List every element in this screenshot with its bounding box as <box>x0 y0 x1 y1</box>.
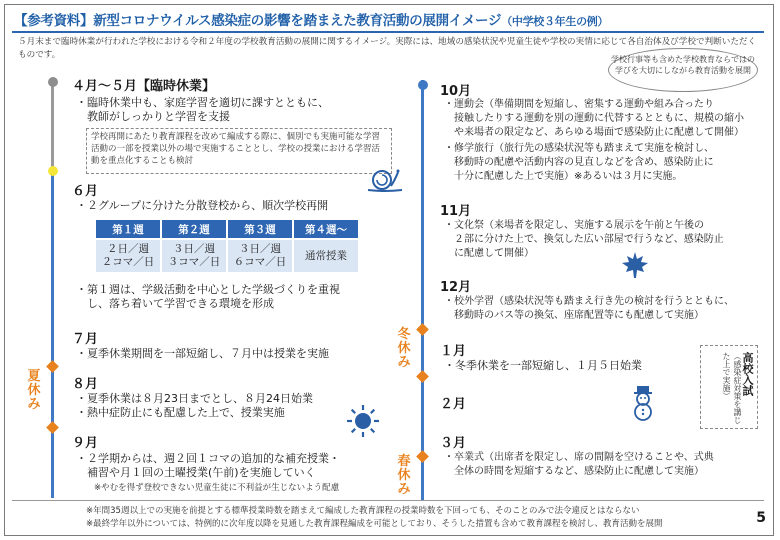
callout-oval <box>608 48 758 92</box>
maple-leaf-icon <box>620 250 650 284</box>
week4-normal: 通常授業 <box>305 249 347 262</box>
jun-line2: ・第１週は、学級活動を中心とした学級づくりを重視 <box>76 283 340 296</box>
dec-line1: ・校外学習（感染状況等も踏まえ行き先の検討を行うとともに、 <box>444 296 734 307</box>
timeline-left-gray <box>51 78 54 170</box>
sep-note: ※やむを得ず登校できない児童生徒に不利益が生じないよう配慮 <box>94 483 340 493</box>
spring-vacation-label: 春休み <box>397 454 411 497</box>
apr-may-line1: ・臨時休業中も、家庭学習を適切に課すとともに、 <box>76 96 329 109</box>
oct-line5: 移動時の配慮や活動内容の見直しなどを含め、感染防止に <box>444 157 714 168</box>
week4-header: 第４週～ <box>294 220 358 238</box>
sun-icon <box>346 404 380 442</box>
week2-days: ３日／週 <box>173 243 215 255</box>
footer-rule <box>12 500 764 501</box>
mar-line2: 全体の時間を短縮するなど、感染防止に配慮して実施） <box>444 466 704 477</box>
nov-line1: ・文化祭（来場者を限定し、実施する展示を午前と午後の <box>444 220 704 231</box>
month-mar-title: ３月 <box>440 436 467 451</box>
mar-line1: ・卒業式（出席者を限定し、席の間隔を空けることや、式典 <box>444 452 714 463</box>
aug-line1: ・夏季休業は８月23日までとし、８月24日始業 <box>76 392 313 405</box>
jul-line1: ・夏季休業期間を一部短縮し、７月中は授業を実施 <box>76 347 329 360</box>
exam-title: 高校入試 <box>741 352 754 396</box>
week3-cell <box>228 240 292 272</box>
timeline-left-blue <box>51 170 54 498</box>
apr-may-note-box <box>86 128 392 174</box>
month-dec-title: 12月 <box>440 280 472 295</box>
callout-text: 学校行事等も含めた学校教育ならではの学びを大切にしながら教育活動を展開 <box>611 55 755 75</box>
reopen-schedule-table <box>94 218 360 274</box>
timeline-dot-apr <box>48 77 58 87</box>
title-main: 【参考資料】新型コロナウイルス感染症の影響を踏まえた教育活動の展開イメージ <box>14 13 502 29</box>
snowman-icon <box>630 385 656 425</box>
week3-days: ３日／週 <box>239 243 281 255</box>
nov-line3: に配慮して開催） <box>444 248 534 259</box>
week2-periods: ３コマ／日 <box>167 256 221 268</box>
month-feb-title: ２月 <box>440 397 467 412</box>
summer-vacation-label: 夏休み <box>27 369 41 412</box>
month-aug-title: ８月 <box>72 377 99 392</box>
week1-periods: ２コマ／日 <box>101 256 155 268</box>
month-sep-title: ９月 <box>72 436 99 451</box>
month-oct-title: 10月 <box>440 84 472 99</box>
winter-vacation-label: 冬休み <box>397 327 411 370</box>
aug-line2: ・熱中症防止にも配慮した上で、授業実施 <box>76 406 285 419</box>
week1-header: 第１週 <box>96 220 160 238</box>
apr-may-line2: 教師がしっかりと学習を支援 <box>76 110 230 123</box>
oct-line1: ・運動会（準備期間を短縮し、密集する運動や組み合ったり <box>444 99 714 110</box>
dec-line2: 移動時のバス等の換気、座席配置等にも配慮して実施） <box>444 310 704 321</box>
week2-cell <box>162 240 226 272</box>
title-rule <box>12 31 764 33</box>
timeline-dot-reopen <box>48 166 58 176</box>
intro-text: ５月末まで臨時休業が行われた学校における令和２年度の学校教育活動の展開に関するイメージ。実際には、地域の感染状況や児童生徒や学校の実情に応じて各自治体及び学校で判断いただくものです。 <box>18 37 757 60</box>
page-number: 5 <box>756 510 766 526</box>
jun-line1: ・２グループに分けた分散登校から、順次学校再開 <box>76 199 329 212</box>
timeline-dot-oct <box>418 80 428 90</box>
week3-header: 第３週 <box>228 220 292 238</box>
timeline-right-blue <box>421 80 424 500</box>
apr-may-note-text: 学校再開にあたり教育課程を改めて編成する際に、個別でも実施可能な学習活動の一部を授業以外の場で実施することとし、学校の授業における学習活動を重点化することも検討 <box>91 132 381 166</box>
week1-cell <box>96 240 160 272</box>
month-jul-title: ７月 <box>72 332 99 347</box>
nov-line2: ２部に分けた上で、換気した広い部屋で行うなど、感染防止 <box>444 234 724 245</box>
week4-cell <box>294 240 358 272</box>
exam-note: （感染症対策を講じた上で実施） <box>722 352 742 424</box>
month-apr-may-title: ４月～５月【臨時休業】 <box>72 79 216 94</box>
high-school-exam-box <box>700 345 758 429</box>
oct-line4: ・修学旅行（旅行先の感染状況等も踏まえて実施を検討し、 <box>444 143 714 154</box>
page-title <box>14 9 608 29</box>
month-nov-title: 11月 <box>440 204 472 219</box>
month-jan-title: １月 <box>440 344 467 359</box>
oct-line3: や来場者の限定など、あらゆる場面で感染防止に配慮して開催） <box>444 127 744 138</box>
month-jun-title: ６月 <box>72 184 99 199</box>
week2-header: 第２週 <box>162 220 226 238</box>
week1-days: ２日／週 <box>107 243 149 255</box>
jun-line3: し、落ち着いて学習できる環境を形成 <box>76 297 274 310</box>
snail-icon <box>366 166 404 196</box>
title-subtitle: （中学校３年生の例） <box>501 15 609 28</box>
footer-note-1: ※年間35週以上での実施を前提とする標準授業時数を踏まえて編成した教育課程の授業時数を下回っても、そのことのみで法令違反とはならない <box>86 506 640 516</box>
week3-periods: ６コマ／日 <box>233 256 287 268</box>
oct-line6: 十分に配慮した上で実施）※あるいは３月に実施。 <box>444 171 683 182</box>
sep-line1: ・２学期からは、週２回１コマの追加的な補充授業・ <box>76 452 340 465</box>
jan-line1: ・冬季休業を一部短縮し、１月５日始業 <box>444 359 642 372</box>
footer-note-2: ※最終学年以外については、特例的に次年度以降を見通した教育課程編成を可能としており、そうした措置も含めて教育課程を検討し、教育活動を展開 <box>86 519 663 529</box>
sep-line2: 補習や月１回の土曜授業(午前)を実施していく <box>76 466 316 479</box>
oct-line2: 接触したりする運動を別の運動に代替するとともに、規模の縮小 <box>444 113 744 124</box>
